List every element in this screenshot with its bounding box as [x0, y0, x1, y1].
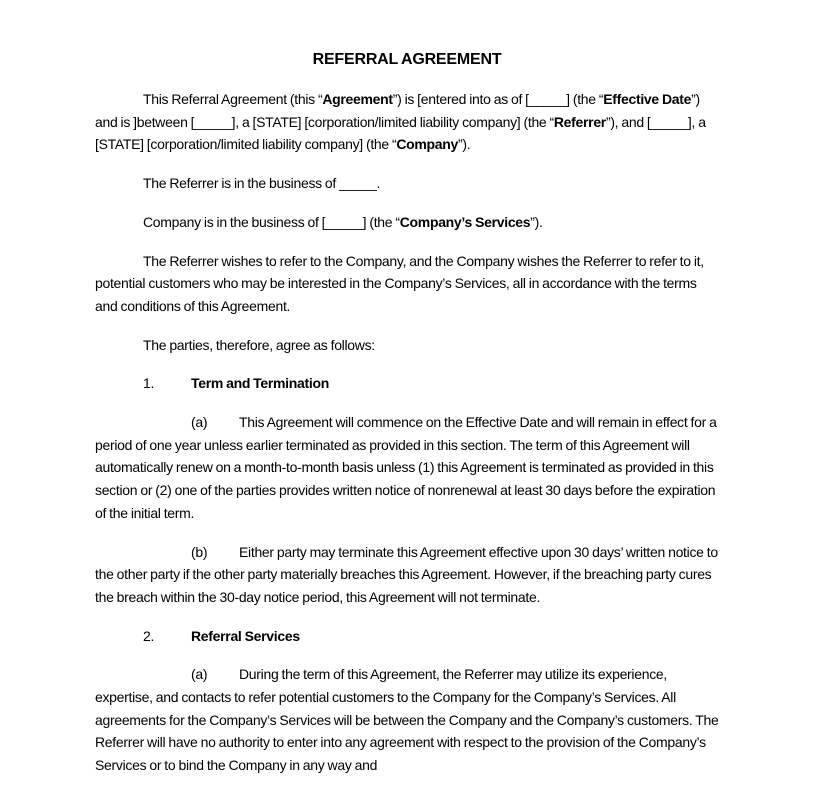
- defined-term: Referrer: [553, 113, 606, 130]
- text-run: The parties, therefore, agree as follows:: [143, 336, 375, 353]
- text-run: ”) and is ]between [_____], a [STATE] [corporation/limited liability company] (the “: [95, 91, 700, 130]
- text-run: ”) is [entered into as of [_____] (the “: [392, 91, 604, 107]
- text-run: This Referral Agreement (this “: [143, 91, 323, 107]
- clause-label: (b): [191, 543, 208, 560]
- text-run: Company is in the business of [_____] (the “: [143, 213, 400, 230]
- clause-label: 2.: [143, 627, 155, 644]
- defined-term: Effective Date: [603, 91, 692, 107]
- defined-term: Agreement: [322, 91, 393, 107]
- body-paragraph: [95, 334, 719, 357]
- clause-label: 1.: [143, 375, 155, 392]
- subsection-paragraph: [95, 541, 719, 609]
- defined-term: Referral Services: [191, 627, 300, 644]
- text-run: During the term of this Agreement, the Referrer may utilize its experience, expertise, and contacts to refer potential customers to the Company for the Company’s Services. All agreements for the Company’s Services will be between the Company and the Company’s customers. The Referrer will have no authority to enter into any agreement with respect to the provision of the Company’s Services or to bind the Company in any way and: [95, 666, 719, 774]
- text-run: ”).: [530, 213, 543, 230]
- document-body: [95, 88, 719, 777]
- defined-term: Term and Termination: [191, 375, 329, 392]
- body-paragraph: [95, 88, 719, 156]
- text-run: The Referrer wishes to refer to the Company, and the Company wishes the Referrer to refer to it, potential customers who may be interested in the Company’s Services, all in accordance with the terms and conditions of this Agreement.: [95, 252, 704, 314]
- document-title: REFERRAL AGREEMENT: [312, 51, 502, 68]
- body-paragraph: [95, 211, 719, 234]
- subsection-paragraph: [95, 411, 719, 525]
- text-run: ”), and [_____], a [STATE] [corporation/limited liability company] (the “: [95, 113, 706, 153]
- section-heading: [95, 625, 719, 648]
- clause-label: (a): [191, 666, 208, 683]
- defined-term: Company: [396, 136, 459, 153]
- defined-term: Company’s Services: [399, 213, 531, 230]
- text-run: Either party may terminate this Agreement effective upon 30 days’ written notice to the other party if the other party materially breaches this Agreement. However, if the breaching party cures the breach within the 30-day notice period, this Agreement will not terminate.: [95, 543, 718, 605]
- body-paragraph: [95, 172, 719, 195]
- text-run: The Referrer is in the business of _____.: [143, 175, 381, 192]
- section-heading: [95, 372, 719, 395]
- subsection-paragraph: [95, 663, 719, 777]
- clause-label: (a): [191, 414, 208, 431]
- text-run: This Agreement will commence on the Effective Date and will remain in effect for a period of one year unless earlier terminated as provided in this section. The term of this Agreement will automatically renew on a month-to-month basis unless (1) this Agreement is terminated as provided in this section or (2) one of the parties provides written notice of nonrenewal at least 30 days before the expiration of the initial term.: [95, 414, 717, 521]
- text-run: ”).: [458, 136, 471, 153]
- body-paragraph: [95, 250, 719, 318]
